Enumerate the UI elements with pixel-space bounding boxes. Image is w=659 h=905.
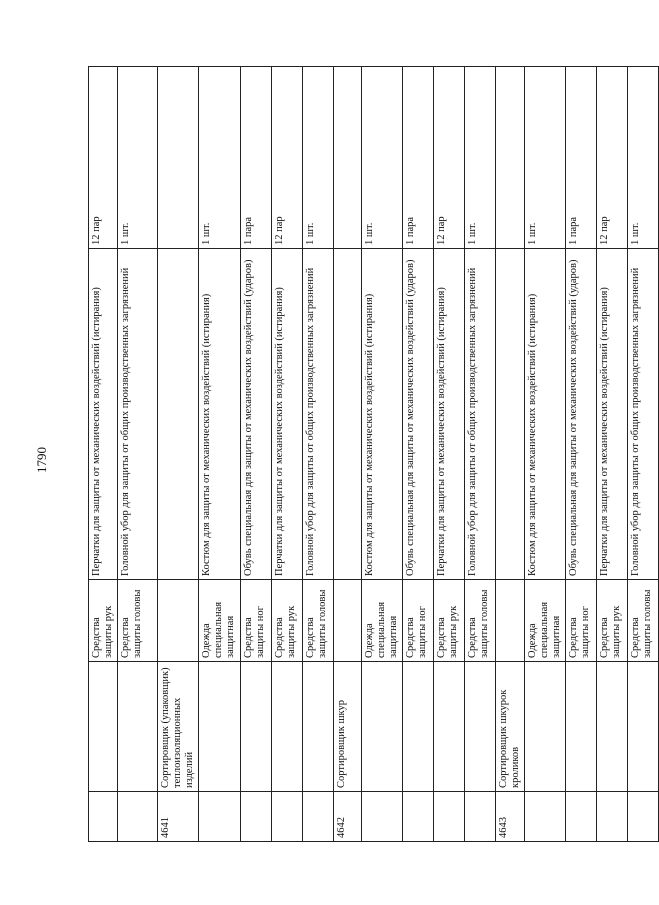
ppe-type-cell: Средства защиты рук [433, 580, 464, 662]
ppe-item-cell: Перчатки для защиты от механических воздействий (истирания) [89, 249, 118, 580]
profession-cell [464, 662, 495, 792]
issue-norm-cell [158, 67, 199, 249]
row-number-cell [566, 792, 597, 842]
ppe-item-cell: Перчатки для защиты от механических воздействий (истирания) [433, 249, 464, 580]
ppe-type-cell: Средства защиты головы [302, 580, 333, 662]
ppe-item-cell: Головной убор для защиты от общих производственных загрязнений [118, 249, 158, 580]
profession-cell [566, 662, 597, 792]
issue-norm-cell: 12 пар [433, 67, 464, 249]
row-number-cell [118, 792, 158, 842]
ppe-type-cell: Средства защиты ног [402, 580, 433, 662]
ppe-item-cell: Перчатки для защиты от механических воздействий (истирания) [271, 249, 302, 580]
ppe-type-cell [158, 580, 199, 662]
ppe-item-cell: Перчатки для защиты от механических воздействий (истирания) [597, 249, 628, 580]
issue-norm-cell: 12 пар [89, 67, 118, 249]
table-row [89, 67, 118, 842]
ppe-norms-table [88, 66, 659, 842]
issue-norm-cell: 1 пара [402, 67, 433, 249]
table-row [199, 67, 240, 842]
ppe-item-cell: Костюм для защиты от механических воздействий (истирания) [361, 249, 402, 580]
profession-cell [302, 662, 333, 792]
issue-norm-cell: 1 пара [566, 67, 597, 249]
profession-cell: Сортировщик (упаковщик) теплоизоляционных изделий [158, 662, 199, 792]
ppe-item-cell: Костюм для защиты от механических воздействий (истирания) [524, 249, 565, 580]
row-number-cell: 4641 [158, 792, 199, 842]
issue-norm-cell: 1 шт. [361, 67, 402, 249]
table-row [302, 67, 333, 842]
table-row [361, 67, 402, 842]
profession-cell [433, 662, 464, 792]
issue-norm-cell: 1 шт. [628, 67, 659, 249]
row-number-cell [524, 792, 565, 842]
table-row [597, 67, 628, 842]
profession-cell: Сортировщик шкурок кроликов [495, 662, 524, 792]
profession-cell [524, 662, 565, 792]
ppe-type-cell: Средства защиты рук [89, 580, 118, 662]
profession-cell [402, 662, 433, 792]
row-number-cell [402, 792, 433, 842]
profession-cell [89, 662, 118, 792]
row-number-cell [433, 792, 464, 842]
profession-cell [628, 662, 659, 792]
table-row [566, 67, 597, 842]
ppe-type-cell: Средства защиты рук [271, 580, 302, 662]
ppe-item-cell [495, 249, 524, 580]
ppe-type-cell: Средства защиты головы [628, 580, 659, 662]
issue-norm-cell: 1 шт. [199, 67, 240, 249]
table-row [495, 67, 524, 842]
table-row [524, 67, 565, 842]
table-row [333, 67, 361, 842]
table-row [628, 67, 659, 842]
page-number [30, 440, 54, 480]
ppe-item-cell: Головной убор для защиты от общих производственных загрязнений [464, 249, 495, 580]
profession-cell [118, 662, 158, 792]
row-number-cell [361, 792, 402, 842]
issue-norm-cell: 1 шт. [524, 67, 565, 249]
row-number-cell: 4642 [333, 792, 361, 842]
ppe-type-cell: Средства защиты головы [118, 580, 158, 662]
row-number-cell [464, 792, 495, 842]
row-number-cell [199, 792, 240, 842]
issue-norm-cell: 1 шт. [464, 67, 495, 249]
profession-cell [240, 662, 271, 792]
ppe-item-cell: Обувь специальная для защиты от механических воздействий (ударов) [566, 249, 597, 580]
ppe-item-cell [333, 249, 361, 580]
row-number-cell [240, 792, 271, 842]
table-row [118, 67, 158, 842]
ppe-type-cell: Одежда специальная защитная [361, 580, 402, 662]
table-row [240, 67, 271, 842]
profession-cell [199, 662, 240, 792]
issue-norm-cell: 1 шт. [302, 67, 333, 249]
ppe-table-body [89, 67, 659, 842]
issue-norm-cell: 1 шт. [118, 67, 158, 249]
table-row [271, 67, 302, 842]
profession-cell [361, 662, 402, 792]
issue-norm-cell [333, 67, 361, 249]
profession-cell [597, 662, 628, 792]
ppe-type-cell [333, 580, 361, 662]
issue-norm-cell [495, 67, 524, 249]
ppe-type-cell: Средства защиты ног [566, 580, 597, 662]
ppe-type-cell: Одежда специальная защитная [199, 580, 240, 662]
ppe-item-cell: Костюм для защиты от механических воздействий (истирания) [199, 249, 240, 580]
profession-cell [271, 662, 302, 792]
row-number-cell [271, 792, 302, 842]
ppe-item-cell: Обувь специальная для защиты от механических воздействий (ударов) [240, 249, 271, 580]
ppe-type-cell [495, 580, 524, 662]
page-number-text: 1790 [34, 447, 49, 473]
issue-norm-cell: 12 пар [271, 67, 302, 249]
table-row [464, 67, 495, 842]
table-row [433, 67, 464, 842]
row-number-cell [628, 792, 659, 842]
ppe-type-cell: Одежда специальная защитная [524, 580, 565, 662]
row-number-cell: 4643 [495, 792, 524, 842]
table-row [158, 67, 199, 842]
issue-norm-cell: 12 пар [597, 67, 628, 249]
ppe-type-cell: Средства защиты ног [240, 580, 271, 662]
issue-norm-cell: 1 пара [240, 67, 271, 249]
row-number-cell [89, 792, 118, 842]
ppe-table-container [88, 67, 654, 842]
table-row [402, 67, 433, 842]
ppe-type-cell: Средства защиты головы [464, 580, 495, 662]
row-number-cell [302, 792, 333, 842]
ppe-item-cell: Головной убор для защиты от общих производственных загрязнений [628, 249, 659, 580]
row-number-cell [597, 792, 628, 842]
ppe-type-cell: Средства защиты рук [597, 580, 628, 662]
ppe-item-cell: Обувь специальная для защиты от механических воздействий (ударов) [402, 249, 433, 580]
ppe-item-cell [158, 249, 199, 580]
ppe-item-cell: Головной убор для защиты от общих производственных загрязнений [302, 249, 333, 580]
profession-cell: Сортировщик шкур [333, 662, 361, 792]
